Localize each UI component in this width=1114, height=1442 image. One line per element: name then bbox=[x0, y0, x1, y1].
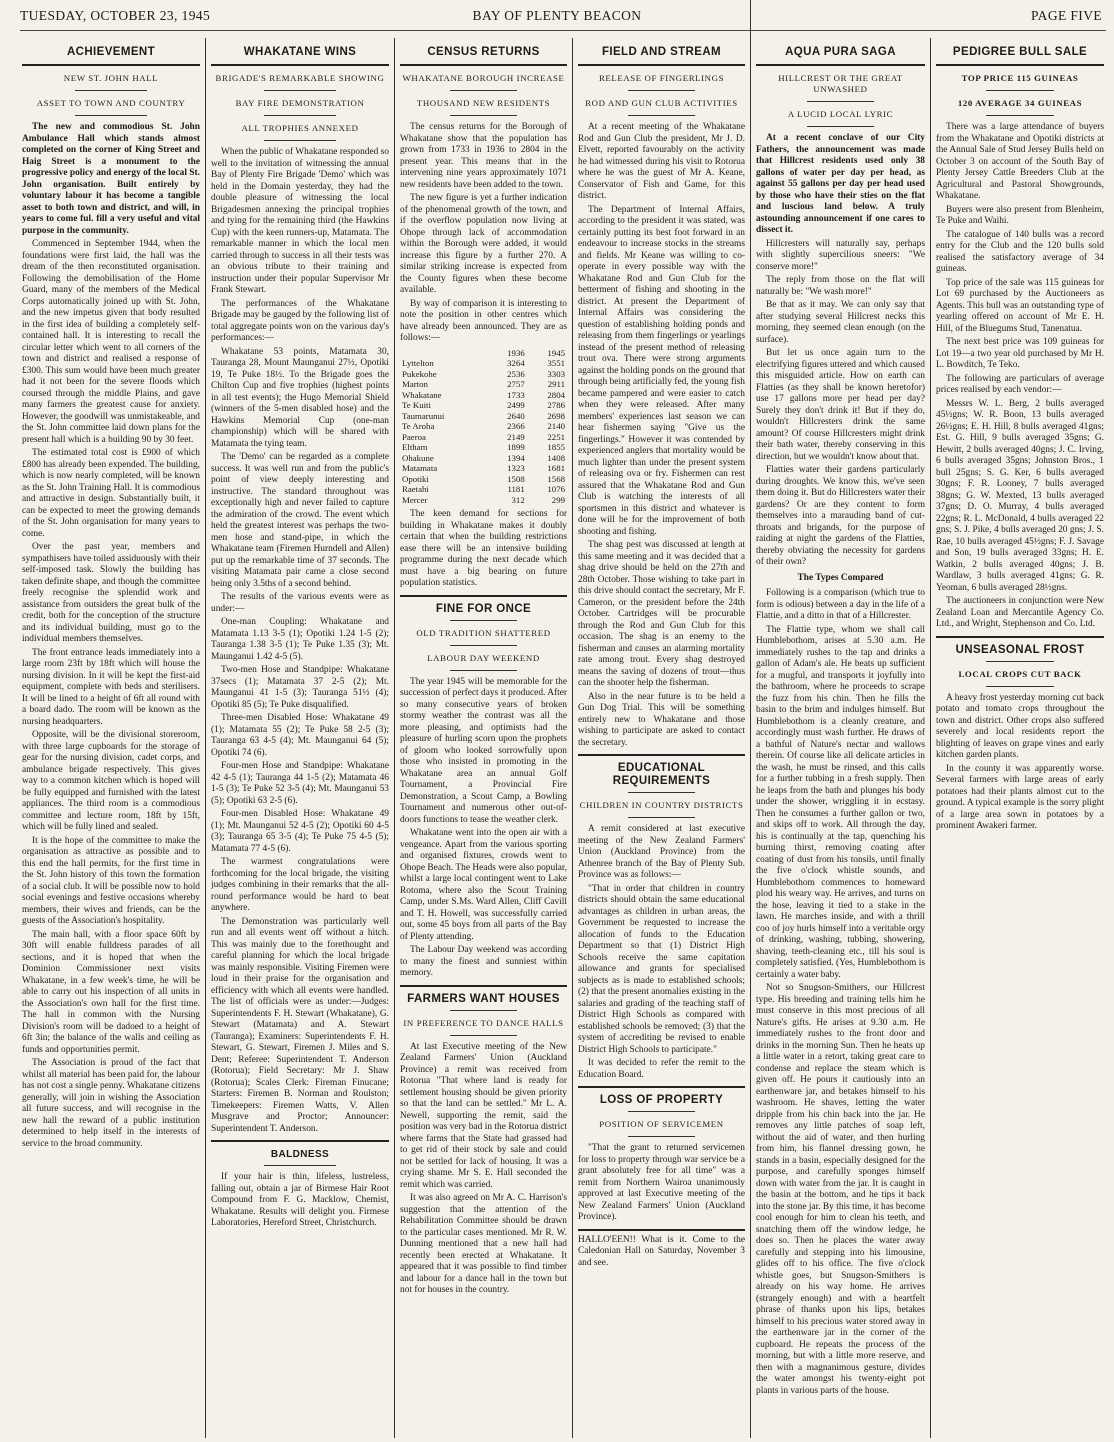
rule bbox=[936, 64, 1104, 66]
headline-aqua-pura-saga: AQUA PURA SAGA bbox=[785, 46, 896, 58]
table-row bbox=[400, 411, 567, 422]
column-divider bbox=[205, 38, 206, 1438]
table-cell: 1508 bbox=[507, 473, 525, 484]
table-cell: 1568 bbox=[547, 473, 565, 484]
rule bbox=[264, 90, 335, 91]
table-row bbox=[400, 400, 567, 411]
table-cell: Ohakune bbox=[402, 452, 434, 463]
lead-paragraph: At a recent conclave of our City Fathers, the announcement was made that Hillcrest residents used only 38 gallons of water per day per head, as against 55 gallons per day per head used by those who have their sties on the flat and luscious land below. A truly astounding announcement if one cares to dissect it. bbox=[756, 133, 925, 235]
column-aqua-pura-saga bbox=[756, 40, 925, 1440]
table-cell: 1855 bbox=[547, 442, 565, 452]
rule bbox=[450, 115, 517, 116]
rule bbox=[22, 64, 200, 66]
paragraph: Following is a comparison (which true to form is odious) between a day in the life of a Flattie, and a ditto in that of a Hillcrester. bbox=[756, 588, 925, 621]
table-row bbox=[400, 358, 567, 369]
table-cell: 3303 bbox=[547, 368, 565, 379]
headline-loss-of-property: LOSS OF PROPERTY bbox=[599, 1094, 724, 1106]
headline-baldness: BALDNESS bbox=[270, 1149, 330, 1160]
headline-educational-requirements: EDUCATIONAL REQUIREMENTS bbox=[612, 762, 711, 787]
table-cell: Pukekohe bbox=[402, 368, 437, 379]
paragraph: The catalogue of 140 bulls was a record entry for the Club and the 120 bulls sold realised the satisfactory average of 34 guineas. bbox=[936, 229, 1104, 274]
subhead: A LUCID LOCAL LYRIC bbox=[787, 109, 894, 119]
column-field-and-stream bbox=[578, 40, 745, 1440]
subhead: ROD AND GUN CLUB ACTIVITIES bbox=[585, 98, 738, 108]
table-cell: 2251 bbox=[547, 431, 565, 442]
rule bbox=[264, 1165, 335, 1166]
rule bbox=[211, 1140, 389, 1142]
paragraph: The Department of Internal Affairs, according to the president it was stated, was certainly putting its best foot forward in an endeavour to increase stocks in the streams and fields. Mr Keane was willing to co-operate in every possible way with the Whakatane Rod and Gun Club for the betterment of fishing and shooting in the district. At present the Department of Internal Affairs was considering the question of establishing holding ponds and releasing from them fingerlings or yearlings instead of the present method of releasing trout ova. There were strong arguments against the holding ponds on the ground that through being artificially fed, the young fish became pampered and were easier to catch when they were released. After many members' experiences last season we can hear fishermen saying "Give us the fingerlings." However it was contended by experienced anglers that mortality would be much lighter than under the present system of releasing ova or fry. Fishermen can rest assured that the Whakatane Rod and Gun Club is watching the interests of all sportsmen in this district and whatever is done will be for the improvement of both shooting and fishing. bbox=[578, 204, 745, 537]
table-cell: Whakatane bbox=[402, 389, 442, 400]
subhead: LABOUR DAY WEEKEND bbox=[427, 652, 540, 663]
paragraph: The reply from those on the flat will naturally be: "We wash more!" bbox=[756, 275, 925, 297]
table-cell: 2640 bbox=[507, 410, 525, 421]
rule bbox=[450, 670, 517, 671]
subhead: BRIGADE'S REMARKABLE SHOWING bbox=[215, 73, 385, 83]
table-cell: 2698 bbox=[547, 410, 565, 421]
headline-field-and-stream: FIELD AND STREAM bbox=[601, 46, 722, 58]
table-row bbox=[400, 463, 567, 474]
paragraph: Messrs W. L. Berg, 2 bulls averaged 45½gns; W. R. Boon, 13 bulls averaged 26½gns; E. H. Hill, 8 bulls averaged 41gns; Est. G. Hill, 9 bulls averaged 35gns; G. Hewitt, 2 bulls averaged 40gns; J. C. Irving, 6 bulls averaged 35gns; Johnston Bros., 1 bull 25gns; S. G. Ker, 6 bulls averaged 30gns; F. R. Looney, 7 bulls averaged 38gns; G. W. Mexted, 13 bulls averaged 37gns; D. O. Murray, 4 bulls averaged 22gns; R. L. McDonald, 4 bulls averaged 22 gns; S. J. Pike, 4 bulls averaged 20 gns; J. S. Rae, 10 bulls averaged 45½gns; F. J. Savage and Son, 19 bulls averaged 33gns; H. E. Watkin, 2 bulls averaged 40gns; J. B. Wardlaw, 3 bulls averaged 41gns; G. R. Yeoman, 6 bulls averaged 28½gns. bbox=[936, 398, 1104, 593]
table-cell: 1323 bbox=[507, 463, 525, 473]
rule bbox=[211, 64, 389, 66]
table-cell: Te Kuiti bbox=[402, 400, 431, 410]
column-whakatane-wins bbox=[211, 40, 389, 1440]
paragraph: The auctioneers in conjunction were New Zealand Loan and Mercantile Agency Co. Ltd., and Wright, Stephenson and Co. Ltd. bbox=[936, 596, 1104, 629]
table-cell: Lyttelton bbox=[402, 358, 434, 368]
paragraph: Opposite, will be the divisional storeroom, with three large cupboards for the storage of gear for the nursing division, cadet corps, and ambulance brigade respectively. This gives way to a common kitchen which is hoped will be fully equipped and furnished with the latest appliances. The third room is a commodious committee and lecture room, 18ft by 15ft, which will be fully lined and sealed. bbox=[22, 730, 200, 832]
paragraph: The census returns for the Borough of Whakatane show that the population has grown from 1733 in 1936 to 2804 in the present year. This means that in the intervening nine years approximately 1071 new residents have been added to the town. bbox=[400, 122, 567, 190]
paragraph: "That the grant to returned servicemen for loss to property through war service be a grant absolutely free for all time" was a remit from Northern Wairoa unanimously approved at last Executive meeting of the New Zealand Farmers' Union (Auckland Province). bbox=[578, 1143, 745, 1222]
paragraph: The main hall, with a floor space 60ft by 30ft will enable fulldress parades of all sections, and it is hoped that when the Dominion Commissioner next visits Whakatane, in a few week's time, he will be able to carry out his inspection of all units in the Association's own hall for the first time. The hall in common with the Nursing Division's room will be dadoed to a height of 6ft 3in; the balance of the walls and ceiling as funds and opportunities permit. bbox=[22, 929, 200, 1055]
paragraph: Three-men Disabled Hose: Whakatane 49 (1); Matamata 55 (2); Te Puke 58 2-5 (3); Tauranga 63 4-5 (4); Mt. Maunganui 64 (5); Opotiki 74 (6). bbox=[211, 713, 389, 758]
paragraph: If your hair is thin, lifeless, lustreless, falling out, obtain a jar of Birmese Hair Root Compound from F. G. Macklow, Chemist, Whakatane. Results will delight you. Firmese Laboratories, Hereford Street, Christchurch. bbox=[211, 1172, 389, 1228]
table-row bbox=[400, 474, 567, 485]
table-row bbox=[400, 432, 567, 443]
header-rule bbox=[20, 30, 1106, 31]
paragraph: The following are particulars of average prices realised by each vendor:— bbox=[936, 373, 1104, 395]
halloween-notice: HALLO'EEN!! What is it. Come to the Caledonian Hall on Saturday, November 3 and see. bbox=[578, 1234, 745, 1268]
table-cell: 2536 bbox=[507, 368, 525, 379]
subhead: WHAKATANE BOROUGH INCREASE bbox=[402, 73, 565, 83]
table-cell: 312 bbox=[511, 494, 525, 505]
rule bbox=[578, 64, 745, 66]
paragraph: Also in the near future is to be held a Gun Dog Trial. This will be something entirely new to Whakatane and those wishing to participate are asked to contact the secretary. bbox=[578, 691, 745, 748]
rule bbox=[628, 1111, 695, 1112]
subhead: THOUSAND NEW RESIDENTS bbox=[416, 98, 551, 108]
paragraph: One-man Coupling: Whakatane and Matamata 1.13 3-5 (1); Opotiki 1.24 1-5 (2); Tauranga 1.38 3-5 (1); Te Puke 1.35 (3); Mt. Maunganui 1.42 4-5 (5). bbox=[211, 617, 389, 662]
column-census-returns bbox=[400, 40, 567, 1440]
table-cell: 3264 bbox=[507, 358, 525, 368]
paragraph: Not so Snugson-Smithers, our Hillcrest type. His breeding and training tells him he must conserve in this most precious of all Nature's gifts. He arises at 9.30 a.m. He immediately rushes to the front door and drinks in the morning Sun. Then he heats up a little water in a retort, taking great care to condense and replace the steam which is given off. He pours it cautiously into an earthenware jar, and betakes himself to his washroom. He shaves, letting the water dripple from his chin back into the jar. He removes any little patches of soap left, without the aid of water, and then hurling from him, his flannel dressing gown, he stands in a basin, especially designed for the purpose, and carefully sponges himself down with water from the jar. It is caught in the basin at the bottom, and he tips it back into the stone jar. By this time, it has become cool enough for him to clean his teeth, and snatching them off the window ledge, he does so. Then he places the water away carefully and stepping into his limousine, glides off to his office. The five o'clock whistle goes, but Snugson-Smithers is already on his way home. He arrives (strangely enough) and with a heartfelt phrase of thanks upon his lips, betakes himself to his precious water stored away in the earthenware jar in the corner of the cupboard. He repeats the process of the morning, but with a little more reserve, and then with a magnanimous gesture, divides the water amongst his twenty-eight pot plants in various parts of the house. bbox=[756, 983, 925, 1396]
page-number: PAGE FIVE bbox=[1031, 8, 1102, 23]
table-cell: Matamata bbox=[402, 463, 438, 473]
paragraph: Flatties water their gardens particularly during droughts. We know this, we've seen them doing it. But do Hillcresters water their gardens? Or are they content to form themselves into a marauding band of cut-throats and brigands, for the purpose of raiding at night the gardens of the Flatties, thereby obviating the necessity for gardens of their own? bbox=[756, 465, 925, 567]
paragraph: Hillcresters will naturally say, perhaps with slightly supercilious sneers: "We conserve more!" bbox=[756, 238, 925, 272]
table-cell: Te Aroha bbox=[402, 421, 435, 431]
rule bbox=[264, 140, 335, 141]
paragraph: The results of the various events were as under:— bbox=[211, 592, 389, 614]
paragraph: The warmest congratulations were forthcoming for the local brigade, the visiting judges combining in their remarks that the all-round performance would be hard to beat anywhere. bbox=[211, 857, 389, 913]
rule bbox=[986, 90, 1053, 91]
headline-census-returns: CENSUS RETURNS bbox=[427, 46, 540, 58]
paragraph: The performances of the Whakatane Brigade may be gauged by the following list of total aggregate points won on the various day's performances:— bbox=[211, 298, 389, 343]
paragraph: It was decided to refer the remit to the Education Board. bbox=[578, 1058, 745, 1080]
headline-unseasonal-frost: UNSEASONAL FROST bbox=[955, 643, 1085, 656]
rule bbox=[400, 64, 567, 66]
paragraph: Four-men Disabled Hose: Whakatane 49 (1); Mt. Maunganui 52 4-5 (2); Opotiki 60 4-5 (3); Tauranga 65 3-5 (4); Te Puke 75 4-5 (5); Matamata 77 4-5 (6). bbox=[211, 809, 389, 854]
table-cell: 1394 bbox=[507, 452, 525, 463]
paragraph: Buyers were also present from Blenheim, Te Puke and Waihi. bbox=[936, 204, 1104, 226]
paragraph: It is the hope of the committee to make the organisation as attractive as possible and to this end the hall permits, for the first time in the St. John history of this town the formation of a social club. It will be possible now to hold social evenings and festive occasions whereby members, their wives and friends, can be the guests of the Association's hospitality. bbox=[22, 835, 200, 926]
column-achievement bbox=[22, 40, 200, 1440]
paragraph: The next best price was 109 guineas for Lot 19—a two year old purchased by Mr H. L. Bowditch, Te Teko. bbox=[936, 337, 1104, 370]
paragraph: When the public of Whakatane responded so well to the invitation of witnessing the annual Bay of Plenty Fire Brigade 'Demo' which was held in the Domain yesterday, they had the double pleasure of witnessing the local Brigadesmen annexing the principal trophies and tying for the remaining third (the Hawkins Cup) with the keen runners-up, Matamata. The remarkable manner in which the local men carried through to success in all their tests was an obvious tribute to their training and instruction under their popular Supervisor Mr Frank Stewart. bbox=[211, 147, 389, 295]
paragraph: The 'Demo' can be regarded as a complete success. It was well run and from the public's point of view deeply interesting and instructive. The standard throughout was exceptionally high and never failed to capture the admiration of the crowd. The event which held the greatest interest was perhaps the two-men hose and stand-pipe, in which the Whakatane team (Firemen Hurndell and Allen) put up the remarkable time of 37 seconds. The visiting Matamata pair came a close second being only 3.5ths of a second behind. bbox=[211, 452, 389, 589]
table-row bbox=[400, 421, 567, 432]
subhead: LOCAL CROPS CUT BACK bbox=[958, 668, 1082, 679]
rule bbox=[578, 1086, 745, 1088]
rule bbox=[400, 595, 567, 597]
paragraph: Two-men Hose and Standpipe: Whakatane 37secs (1); Matamata 37 2-5 (2); Mt. Maunganui 41 1-5 (3); Tauranga 51½ (4); Opotiki 85 (5); Te Puke disqualified. bbox=[211, 665, 389, 710]
column-divider bbox=[930, 38, 931, 1438]
section-heading: The Types Compared bbox=[797, 572, 884, 583]
rule bbox=[628, 792, 695, 793]
table-row bbox=[400, 442, 567, 453]
rule bbox=[75, 115, 146, 116]
subhead: NEW ST. JOHN HALL bbox=[63, 73, 159, 83]
paragraph: Four-men Hose and Standpipe: Whakatane 42 4-5 (1); Tauranga 44 1-5 (2); Matamata 46 1-5 (3); Te Puke 52 3-5 (4); Mt. Maunganui 53 (5); Opotiki 63 2-5 (6). bbox=[211, 761, 389, 806]
rule bbox=[628, 90, 695, 91]
subhead: ALL TROPHIES ANNEXED bbox=[241, 123, 359, 133]
table-row bbox=[400, 390, 567, 401]
headline-fine-for-once: FINE FOR ONCE bbox=[435, 602, 532, 615]
table-cell: 2804 bbox=[547, 389, 565, 400]
paragraph: Over the past year, members and sympathisers have toiled assiduously with their self-imposed task. Slowly the building has taken definite shape, and though the committee freely recognise the splendid work and assistance from outsiders the great bulk of the credit, both for the conception of the structure and its individual building, must go to the individual members themselves. bbox=[22, 542, 200, 644]
table-header-cell: 1945 bbox=[547, 347, 565, 358]
rule bbox=[450, 1035, 517, 1036]
table-cell: 1733 bbox=[507, 389, 525, 400]
rule bbox=[986, 115, 1053, 116]
table-row bbox=[400, 453, 567, 464]
table-cell: 3551 bbox=[547, 358, 565, 368]
table-cell: Mercer bbox=[402, 494, 428, 505]
rule bbox=[807, 101, 875, 102]
table-row bbox=[400, 379, 567, 390]
paragraph: The Flattie type, whom we shall call Humblebothom, arises at 5.30 a.m. He immediately rushes to the tap and drinks a gallon of Adam's ale. He beats up sufficient for a mugful, and transports it joyfully into the bathroom, where he proceeds to scrape the fuzz from his chin. Then he fills the basin to the brim and indulges himself. But Humblebothom is a cleanly creature, and accordingly must wash further. He draws of a bathful of Nature's nectar and wallows therein. Of course like all delicate articles in the wash, he must be rinsed, and this calls for a further tubbing in a fresh supply. Then he leaps from the bath and plunges his body under the shower, wriggling it in ecstasy. Then he consumes a further gallon or two, and skips off to work. All through the day, his is continually at the tap, quenching his burning thirst, removing coating after coating of dust from his tonsils, until finally the five o'clock whistle sounds, and Humblebothom commences to homeward plod his weary way. He arrives, and turns on the hose, leaving it tied to a stake in the lawn. He marches inside, and with a thrill coo of joy hurls himself into a veritable orgy of drinking, washing, tubbing, showering, shaving, teeth-cleaning etc., till his soul is completely satisfied. (Yes, Humblebothom is certainly a water baby. bbox=[756, 624, 925, 980]
table-cell: 1408 bbox=[547, 452, 565, 463]
paragraph: Be that as it may. We can only say that after studying several Hillcrest necks this morning, they seemed clean enough (on the surface). bbox=[756, 300, 925, 345]
table-cell: 1076 bbox=[547, 484, 565, 494]
paragraph: A remit considered at last executive meeting of the New Zealand Farmers' Union (Auckland Province) from the Athenree branch of the Bay of Plenty Sub. Province was as follows:— bbox=[578, 824, 745, 880]
headline-pedigree-bull-sale: PEDIGREE BULL SALE bbox=[952, 46, 1088, 58]
table-header-cell: 1936 bbox=[507, 347, 525, 358]
table-cell: 2757 bbox=[507, 379, 525, 389]
paragraph: The Association is proud of the fact that whilst all material has been paid for, the labour has not cost a single penny. Whakatane citizens generally, will join in wishing the Association all future success, and will recognise in the new hall the reward of a public institution determined to help itself in the interests of service to the broad community. bbox=[22, 1058, 200, 1149]
headline-achievement: ACHIEVEMENT bbox=[66, 46, 156, 58]
paragraph: At last Executive meeting of the New Zealand Farmers' Union (Auckland Province) a remit was received from Rotorua "That where land is ready for settlement housing should be given priority so that the land can be settled." Mr L. A. Newell, supporting the remit, said the position was very bad in the Rotorua district where farms that the State had grassed had to get rid of their stock by sale and could not be settled for lack of housing. It was a crying shame. Mr S. E. Hall seconded the remit which was carried. bbox=[400, 1041, 567, 1190]
paragraph: But let us once again turn to the electrifying figures uttered and which caused this misguided article. How on earth can Flatties (as they shall be known heretofor) use 17 gallons more per head per day? Surely they don't drink it! But if they do, wouldn't Hillcresters drink the same amount? Of course Hillcresters might drink their bath water, thereby conserving in this direction, but we wouldn't know about that. bbox=[756, 348, 925, 462]
paragraph: In the county it was apparently worse. Several farmers with large areas of early potatoes had their plants almost cut to the ground. A typical example is the sorry plight of a large area sown in potatoes by a prominent Awakeri farmer. bbox=[936, 763, 1104, 831]
paragraph: Whakatane went into the open air with a vengeance. Apart from the various sporting and organised fixtures, crowds went to Ohope Beach. The Heads were also popular, whilst a large local contingent went to Lake Rotoma, where also the Scout Training Camp, under S.Ms. Ward Allen, Cliff Cavill and T. H. Howell, was successfully carried out, some 45 boys from all parts of the Bay of Plenty attending. bbox=[400, 828, 567, 942]
paragraph: The keen demand for sections for building in Whakatane makes it doubly certain that when the building restrictions ease there will be an intensive building programme during the next decade which must have a big bearing on future population statistics. bbox=[400, 509, 567, 588]
column-divider bbox=[394, 38, 395, 1438]
paragraph: Whakatane 53 points, Matamata 30, Tauranga 28, Mount Maunganui 27½, Opotiki 19, Te Puke 18½. To the Brigade goes the Chilton Cup and five trophies (highest points in all test events); the Hugo Memorial Shield (winners of the 5-men disabled hose) and the Hawkins Memorial Cup (one-man championship) which will be shared with Matamata the tying team. bbox=[211, 346, 389, 449]
column-divider bbox=[572, 38, 573, 1438]
rule bbox=[807, 126, 875, 127]
rule bbox=[936, 636, 1104, 638]
headline-farmers-want-houses: FARMERS WANT HOUSES bbox=[407, 992, 560, 1005]
subhead: HILLCREST OR THE GREAT UNWASHED bbox=[778, 73, 903, 94]
rule bbox=[264, 115, 335, 116]
paragraph: The front entrance leads immediately into a large room 23ft by 18ft which will house the nursing division. In it will be kept the first-aid equipment, complete with beds and sterilisers. It will be lined to a height of 6ft all round with a board dado. The room will be known as the nursing headquarters. bbox=[22, 647, 200, 727]
table-cell: Raetahi bbox=[402, 484, 429, 494]
rule bbox=[400, 985, 567, 987]
subhead: 120 AVERAGE 34 GUINEAS bbox=[957, 98, 1083, 108]
paragraph: At a recent meeting of the Whakatane Rod and Gun Club the president, Mr J. D. Elvett, reported favourably on the activity he had witnessed during his visit to Rotorua where he was the guest of Mr A. Keane, Conservator of Fish and Game, for this district. bbox=[578, 122, 745, 201]
issue-date: TUESDAY, OCTOBER 23, 1945 bbox=[20, 8, 211, 23]
subhead: ASSET TO TOWN AND COUNTRY bbox=[36, 98, 186, 108]
rule bbox=[756, 64, 925, 66]
paragraph: "That in order that children in country districts should obtain the same educational advantages as children in urban areas, the Government be requested to increase the allocation of funds to the Education Department so that (1) District High Schools receive the same capitation allowance and grants for specialised subjects as is made to established schools; (2) that the present anomalies existing in the salaries and grading of the teaching staff of District High Schools as compared with established schools be removed; (3) that the system of accrediting be revised to enable District High Schools to participate." bbox=[578, 883, 745, 1055]
lead-paragraph: The new and commodious St. John Ambulance Hall which stands almost completed on the corner of King Street and Haig Street is a monument to the progressive policy and energy of the local St. John organisation. Built entirely by voluntary labour it has become a tangible asset to both town and district, and will, in years to come ful. fill a very useful and vital purpose in the community. bbox=[22, 122, 200, 236]
rule bbox=[628, 817, 695, 818]
subhead: TOP PRICE 115 GUINEAS bbox=[961, 73, 1079, 83]
table-cell: Eltham bbox=[402, 442, 428, 452]
paragraph: The Demonstration was particularly well run and all events went off without a hitch. This was mainly due to the forethought and careful planning for which the local brigade was mainly responsible. Visiting Firemen were loud in their praise for the organisation and efficiency with which all events were handled. The list of officials were as under:—Judges: Superintendents F. H. Stewart (Whakatane), G. Stewart (Matamata) and A. Stewart (Tauranga); Examiners: Superintendents F. H. Stewart, G. Stewart, Firemen J. Miles and S. Dent; Referee: Superintendent T. Anderson (Rotorua); Field Secretary: Mr J. Shaw (Rotorua); Scales Clerk: Fireman Finucane; Starters: Firemen B. Norman and Roulston; Timekeepers: Firemen Watts, V. Allen Musgrave and Proctor; Announcer: Superintendent T. Anderson. bbox=[211, 916, 389, 1134]
rule bbox=[578, 1229, 745, 1231]
subhead: BAY FIRE DEMONSTRATION bbox=[235, 98, 365, 108]
rule bbox=[450, 645, 517, 646]
table-cell: Marton bbox=[402, 379, 428, 389]
column-divider bbox=[750, 0, 751, 1400]
paragraph: A heavy frost yesterday morning cut back potato and tomato crops throughout the town and district. Other crops also suffered severely and local residents report the blighting of leaves on grape vines and early kitchen garden plants. bbox=[936, 692, 1104, 760]
rule bbox=[578, 754, 745, 756]
paragraph: Top price of the sale was 115 guineas for Lot 69 purchased by the Auctioneers as Agents. This bull was an outstanding type of yearling offered on account of Mr E. H. Hill, of the Bluegums Stud, Tanenatua. bbox=[936, 277, 1104, 334]
subhead: RELEASE OF FINGERLINGS bbox=[598, 73, 725, 83]
subhead: IN PREFERENCE TO DANCE HALLS bbox=[403, 1017, 564, 1028]
rule bbox=[450, 90, 517, 91]
rule bbox=[75, 90, 146, 91]
table-cell: Taumarunui bbox=[402, 410, 445, 421]
table-cell: 1899 bbox=[507, 442, 525, 452]
table-cell: 2366 bbox=[507, 421, 525, 431]
paragraph: The estimated total cost is £900 of which £800 has already been expended. The building, which is now nearly completed, will be known as the St. John Training Hall. It is commodious and attractive in design. Substantially built, it can be expected to meet the growing demands of the St. John organisation for many years to come. bbox=[22, 448, 200, 539]
paragraph: It was also agreed on Mr A. C. Harrison's suggestion that the attention of the Rehabilitation Committee should be drawn to the particular cases mentioned. Mr R. W. Dunning mentioned that a new hall had recently been erected at Whakatane. It appeared that it was possible to find timber and labour for a dance hall in the town but not for houses in the country. bbox=[400, 1193, 567, 1295]
table-cell bbox=[400, 348, 486, 359]
paragraph: The new figure is yet a further indication of the phenomenal growth of the town, and if the overflow population now living at Ohope through lack of accommodation within the Borough were added, it would increase this figure by a further 270. A similar striking increase is expected from the County figures when these become available. bbox=[400, 193, 567, 295]
rule bbox=[628, 1136, 695, 1137]
page-header bbox=[0, 0, 1114, 44]
subhead: OLD TRADITION SHATTERED bbox=[416, 627, 551, 638]
rule bbox=[986, 661, 1053, 662]
table-row bbox=[400, 495, 567, 506]
table-cell: 299 bbox=[551, 494, 565, 505]
table-row bbox=[400, 484, 567, 495]
table-cell: 1181 bbox=[507, 484, 525, 494]
rule bbox=[450, 1010, 517, 1011]
table-cell: 2149 bbox=[507, 431, 525, 442]
table-row bbox=[400, 369, 567, 380]
table-cell: 2140 bbox=[547, 421, 565, 431]
census-table bbox=[400, 348, 567, 506]
rule bbox=[628, 115, 695, 116]
paragraph: By way of comparison it is interesting to note the position in other centres which have already been announced. They are as follows:— bbox=[400, 298, 567, 343]
table-cell: 2786 bbox=[547, 400, 565, 410]
headline-whakatane-wins: WHAKATANE WINS bbox=[243, 46, 357, 58]
subhead: CHILDREN IN COUNTRY DISTRICTS bbox=[579, 800, 744, 810]
column-pedigree-bull-sale bbox=[936, 40, 1104, 1440]
table-cell: 1681 bbox=[547, 463, 565, 473]
table-cell: Paeroa bbox=[402, 431, 426, 442]
paragraph: The year 1945 will be memorable for the succession of perfect days it produced. After so many consecutive years of broken stormy weather the contrast was all the more pleasing, and optimists had the pleasure of hurling scorn upon the prophets of gloom who looked sorrowfully upon those who insisted in promoting in the Whakatane area an annual Golf Tournament, a Provincial Fire Demonstration, a Scout Camp, a Bowling Tournament and numerous other out-of-doors functions to tease the weather clerk. bbox=[400, 676, 567, 825]
rule bbox=[986, 686, 1053, 687]
subhead: POSITION OF SERVICEMEN bbox=[599, 1119, 724, 1129]
paragraph: Commenced in September 1944, when the foundations were first laid, the hall was the dream of the then reconstituted organisation. Following the demobilisation of the Home Guard, many of the members of the Medical Corps automatically joined up with St. John, and the new impetus given that body resulted in the first idea of building a completely self-contained hall. It is interesting to recall the circular letter which went to all corners of the town and district and realised a response of £300. This sum would have been much greater had it not been for the severe floods which coursed through the middle Plains, and gave many farmers the greatest cause for anxiety. However, the goodwill was unmistakeable, and the St. John committee laid down plans for the present hall which is a building 90 by 30 feet. bbox=[22, 239, 200, 445]
paragraph: There was a large attendance of buyers from the Whakatane and Opotiki districts at the Annual Sale of Stud Jersey Bulls held on October 3 on account of the South Bay of Plenty Jersey Cattle Breeders Club at the Agricultural and Pastoral Showgrounds, Whakatane. bbox=[936, 122, 1104, 201]
table-cell: 2911 bbox=[547, 379, 565, 389]
table-cell: 2499 bbox=[507, 400, 525, 410]
rule bbox=[450, 620, 517, 621]
paragraph: The shag pest was discussed at length at this same meeting and it was decided that a shag drive should be held on the 27th and 28th October. Those wishing to take part in this drive should contact the secretary, Mr F. Cameron, or the president before the 24th October. Cartridges will be procurable through the Rod and Gun Club for this occasion. The shag is an enemy to the fisherman and causes an alarming mortality rate among trout. Every shag destroyed means the saving of dozens of trout—thus can the shooter help the fisherman. bbox=[578, 540, 745, 688]
table-header-row bbox=[400, 348, 567, 359]
paragraph: The Labour Day weekend was according to many the finest and sunniest within memory. bbox=[400, 945, 567, 978]
masthead-title: BAY OF PLENTY BEACON bbox=[472, 8, 642, 23]
table-cell: Opotiki bbox=[402, 473, 429, 484]
